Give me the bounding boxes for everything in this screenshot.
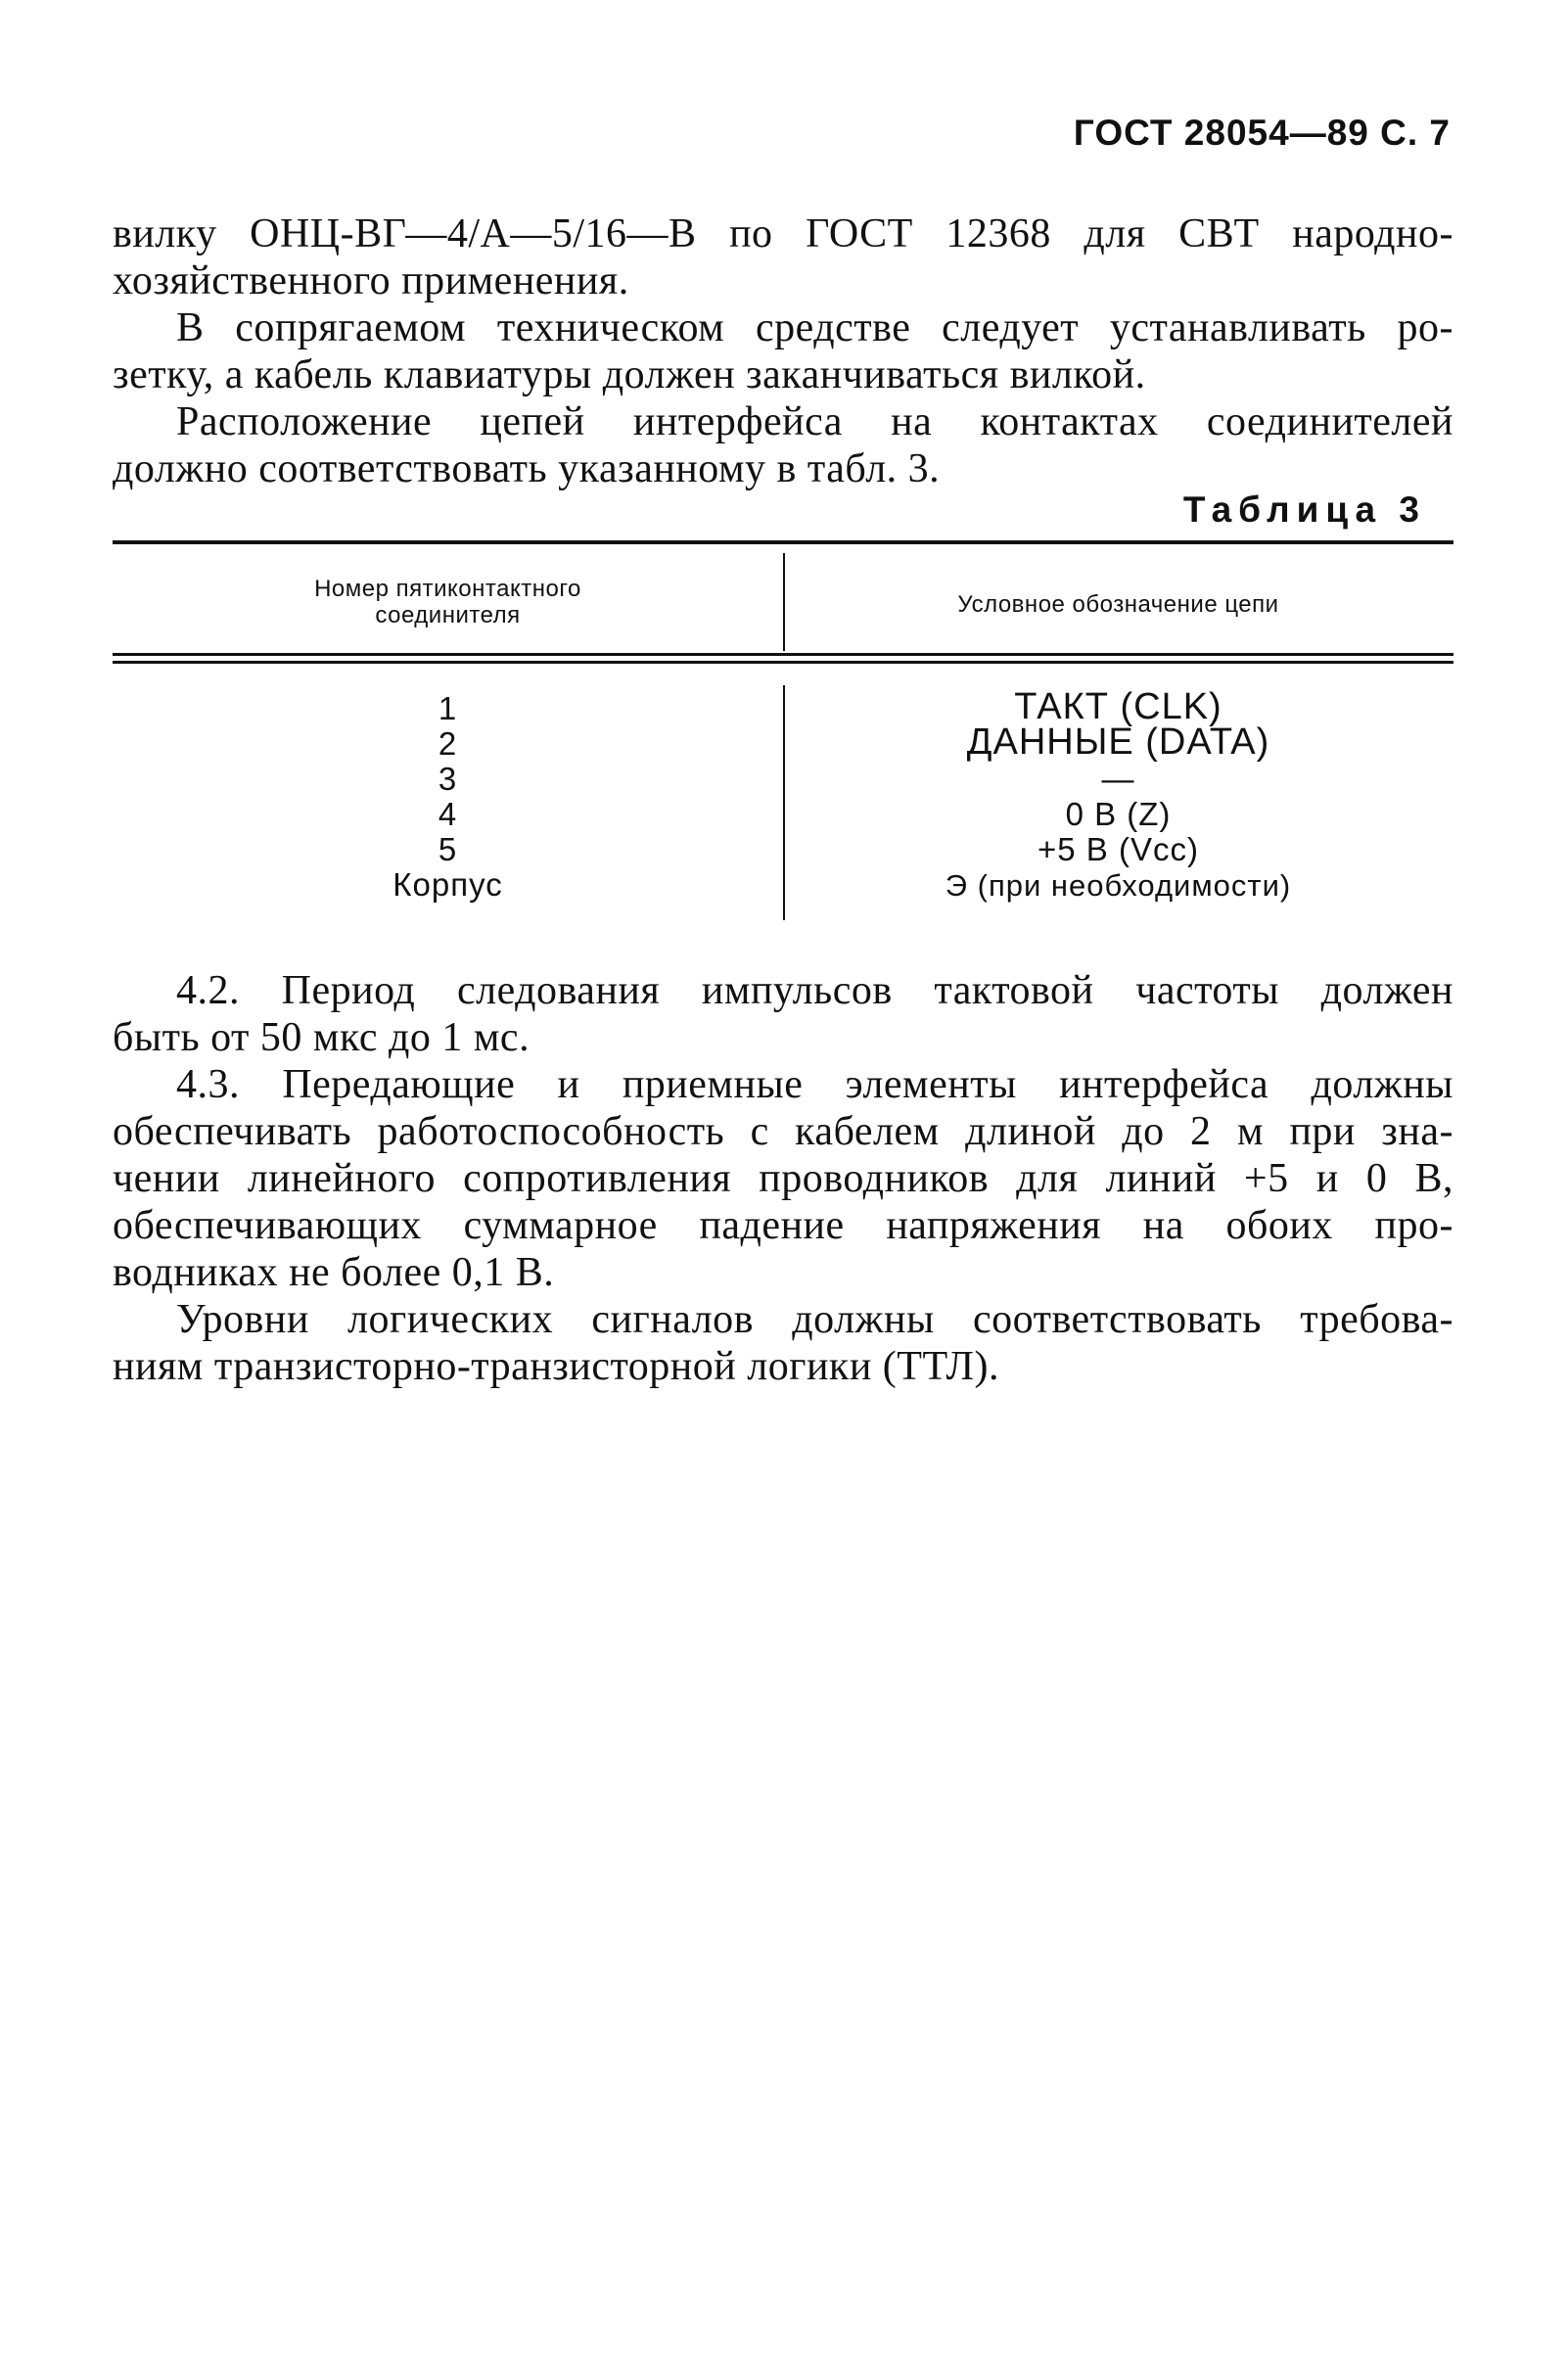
- table-row-5-number: 5: [438, 831, 458, 867]
- table-row-2-signal: ДАННЫЕ (DATA): [966, 721, 1270, 763]
- body-text: [113, 967, 1453, 1390]
- last-p-line1: Уровни логических сигналов должны соответствовать требова-: [176, 1297, 1453, 1342]
- table-row-1-number: 1: [438, 690, 458, 726]
- s43-line1: 4.3. Передающие и приемные элементы интерфейса должны: [176, 1062, 1453, 1107]
- table-row-4-number: 4: [438, 796, 458, 832]
- table-top-rule: [113, 540, 1453, 544]
- s42-line2: быть от 50 мкс до 1 мс.: [113, 1015, 530, 1060]
- table-row-3-number: 3: [438, 761, 458, 797]
- col1-header: [113, 576, 783, 628]
- s43-line3: чении линейного сопротивления проводников для линий +5 и 0 В,: [113, 1156, 1453, 1201]
- intro-p2-line2: зетку, а кабель клавиатуры должен заканчиваться вилкой.: [113, 352, 1146, 397]
- s43-line2: обеспечивать работоспособность с кабелем длиной до 2 м при зна-: [113, 1109, 1453, 1154]
- intro-p3-line1: Расположение цепей интерфейса на контактах соединителей: [176, 399, 1453, 444]
- intro-text: [113, 210, 1453, 492]
- col1-header-line1: Номер пятиконтактного: [314, 576, 581, 602]
- table-row-6-signal: Э (при необходимости): [945, 868, 1292, 903]
- last-p-line2: ниям транзисторно-транзисторной логики (ТТЛ).: [113, 1344, 999, 1389]
- intro-p3-line2: должно соответствовать указанному в табл. 3.: [113, 446, 941, 491]
- page-header: ГОСТ 28054—89 С. 7: [1073, 113, 1451, 153]
- table-row-5-signal: +5 В (Vcc): [1038, 831, 1199, 867]
- table-row-2-number: 2: [438, 725, 458, 762]
- table-header-rule-1: [113, 653, 1453, 656]
- table-row-3-signal: —: [1101, 761, 1135, 797]
- intro-p2-line1: В сопрягаемом техническом средстве следует устанавливать ро-: [176, 305, 1453, 350]
- intro-p1-line1: вилку ОНЦ-ВГ—4/А—5/16—В по ГОСТ 12368 для СВТ народно-: [113, 211, 1453, 256]
- table-row-6-number: Корпус: [392, 866, 503, 903]
- table-caption: Таблица 3: [1182, 489, 1426, 530]
- table-row-4-signal: 0 В (Z): [1065, 796, 1172, 832]
- intro-p1-line2: хозяйственного применения.: [113, 258, 629, 303]
- table-header-rule-2: [113, 661, 1453, 664]
- table-row-1-signal: ТАКТ (CLK): [1014, 686, 1222, 727]
- s43-line4: обеспечивающих суммарное падение напряжения на обоих про-: [113, 1203, 1453, 1248]
- s43-line5: водниках не более 0,1 В.: [113, 1250, 555, 1295]
- col1-header-line2: соединителя: [375, 602, 521, 628]
- col2-header: Условное обозначение цепи: [957, 591, 1279, 618]
- s42-line1: 4.2. Период следования импульсов тактовой частоты должен: [176, 968, 1453, 1013]
